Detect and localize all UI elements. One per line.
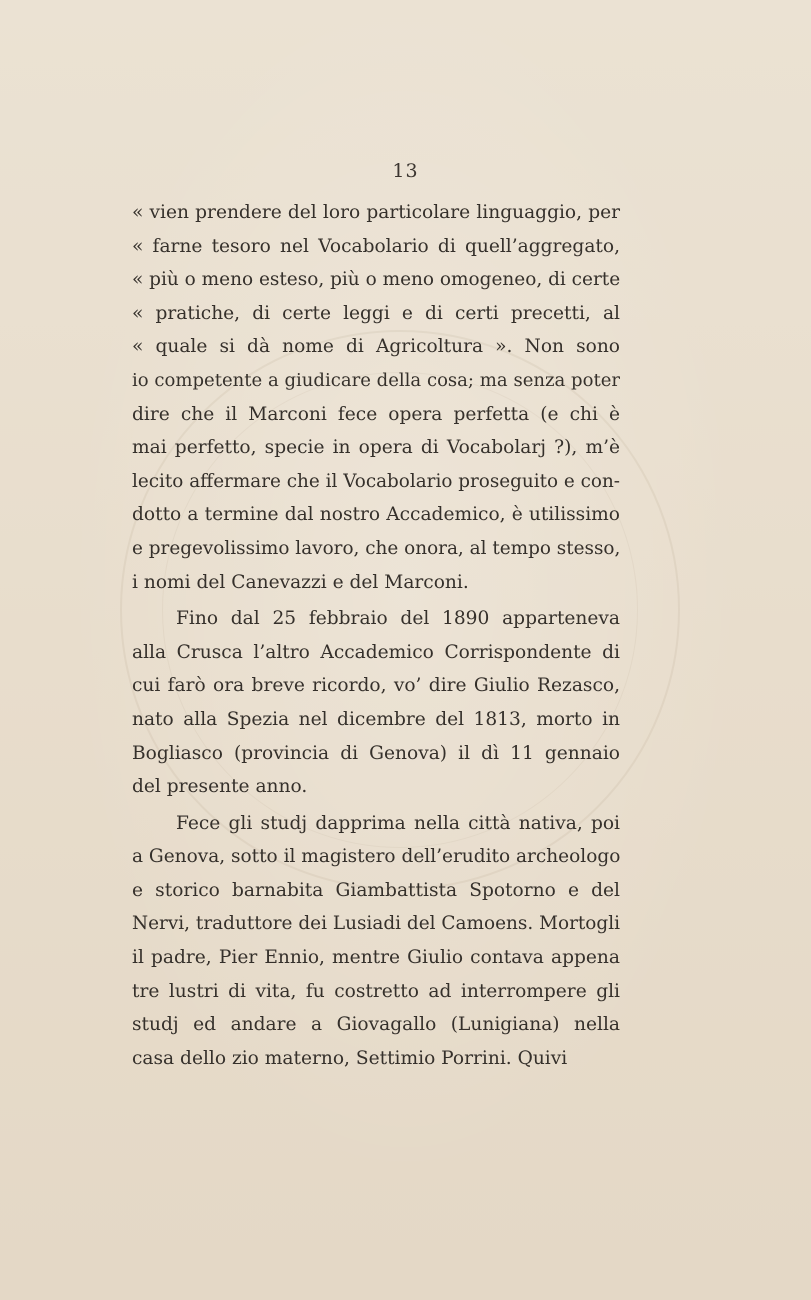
text-line: i nomi del Canevazzi e del Marconi. bbox=[132, 571, 469, 593]
body-text bbox=[132, 196, 620, 1075]
text-line: dotto a termine dal nostro Accademico, è utilissimo bbox=[132, 504, 620, 526]
text-line: e pregevolissimo lavoro, che onora, al tempo stesso, bbox=[132, 537, 621, 559]
text-line: mai perfetto, specie in opera di Vocabolarj ?), m’è bbox=[132, 437, 620, 459]
text-line: il padre, Pier Ennio, mentre Giulio contava appena bbox=[132, 947, 620, 969]
text-line: lecito affermare che il Vocabolario proseguito e con- bbox=[132, 470, 620, 492]
paragraph bbox=[132, 602, 620, 804]
text-line: « più o meno esteso, più o meno omogeneo, di certe bbox=[132, 269, 621, 291]
text-line: e storico barnabita Giambattista Spotorno e del bbox=[132, 879, 620, 901]
text-line: « quale si dà nome di Agricoltura ». Non sono bbox=[132, 336, 620, 358]
text-line: « pratiche, di certe leggi e di certi precetti, al bbox=[132, 302, 620, 324]
page-number: 13 bbox=[392, 160, 419, 182]
text-line: Fece gli studj dapprima nella città nativa, poi bbox=[176, 812, 620, 834]
text-line: nato alla Spezia nel dicembre del 1813, morto in bbox=[132, 708, 620, 730]
text-line: Fino dal 25 febbraio del 1890 apparteneva bbox=[176, 608, 620, 630]
text-line: « vien prendere del loro particolare linguaggio, per bbox=[132, 202, 620, 223]
text-line: Nervi, traduttore dei Lusiadi del Camoens. Mortogli bbox=[132, 913, 620, 935]
paragraph bbox=[132, 196, 620, 599]
text-line: tre lustri di vita, fu costretto ad interrompere gli bbox=[132, 980, 620, 1002]
text-line: a Genova, sotto il magistero dell’erudito archeologo bbox=[132, 846, 621, 868]
text-line: io competente a giudicare della cosa; ma senza poter bbox=[132, 369, 620, 391]
text-line: Bogliasco (provincia di Genova) il dì 11 gennaio bbox=[132, 742, 620, 764]
text-line: « farne tesoro nel Vocabolario di quell’aggregato, bbox=[132, 235, 620, 257]
text-line: alla Crusca l’altro Accademico Corrispondente di bbox=[132, 641, 620, 663]
text-line: studj ed andare a Giovagallo (Lunigiana) nella bbox=[132, 1014, 620, 1036]
text-line: casa dello zio materno, Settimio Porrini. Quivi bbox=[132, 1047, 568, 1069]
paragraph bbox=[132, 807, 620, 1076]
text-line: dire che il Marconi fece opera perfetta (e chi è bbox=[132, 403, 620, 425]
text-line: del presente anno. bbox=[132, 776, 308, 798]
text-line: cui farò ora breve ricordo, vo’ dire Giulio Rezasco, bbox=[132, 675, 620, 697]
